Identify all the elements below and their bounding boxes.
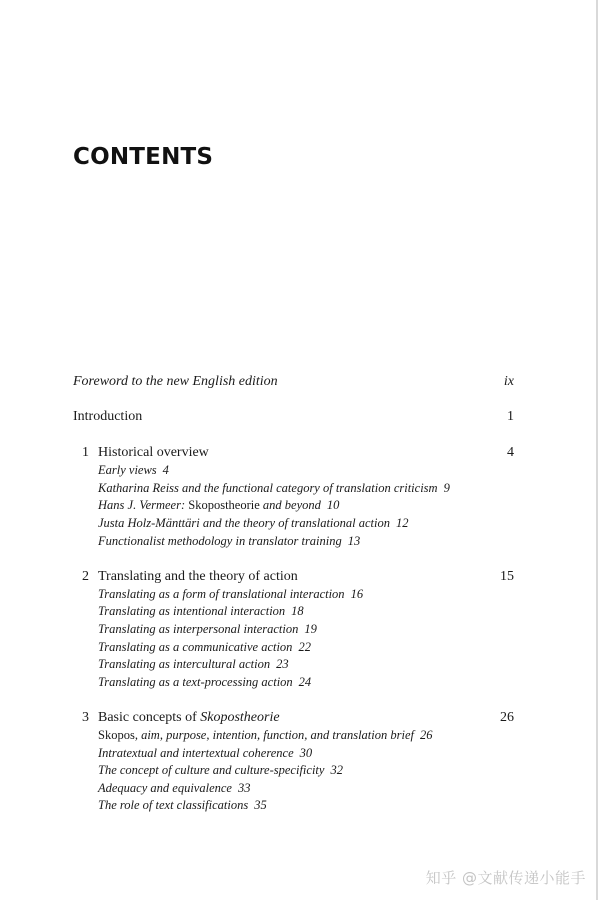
toc-section[interactable] — [98, 780, 250, 798]
section-title: Early views — [98, 463, 157, 477]
section-title: Translating as interpersonal interaction — [98, 622, 299, 636]
section-page: 18 — [291, 604, 304, 618]
section-title: Translating as a text-processing action — [98, 675, 293, 689]
chapter-page: 15 — [500, 569, 514, 584]
toc-section[interactable] — [98, 639, 311, 657]
section-page: 9 — [443, 481, 450, 495]
toc-section[interactable] — [98, 497, 339, 515]
toc-section[interactable] — [98, 603, 304, 621]
section-title: Intratextual and intertextual coherence — [98, 746, 294, 760]
section-page: 10 — [326, 498, 340, 512]
section-page: 19 — [304, 622, 317, 636]
chapter-page: 4 — [507, 445, 514, 460]
toc-entry-label: Foreword to the new English edition — [73, 374, 278, 389]
chapter-title — [98, 709, 280, 727]
toc-section[interactable] — [98, 656, 289, 674]
section-page: 23 — [276, 657, 289, 671]
toc-section[interactable] — [98, 745, 312, 763]
section-page: 35 — [254, 798, 267, 812]
watermark: 知乎 @文献传递小能手 — [425, 869, 586, 887]
chapter-title: Translating and the theory of action — [98, 569, 298, 584]
section-title-roman: Skopostheorie — [188, 498, 260, 512]
chapter-number: 2 — [82, 569, 89, 584]
toc-section[interactable] — [98, 797, 267, 815]
section-title-post: and beyond — [259, 498, 321, 512]
section-title: The concept of culture and culture-specificity — [98, 763, 325, 777]
section-title-roman: Skopos — [98, 728, 135, 742]
chapter-title-italic: Skopostheorie — [200, 710, 280, 725]
chapter-number: 1 — [82, 445, 89, 460]
toc-entry-page: 1 — [507, 409, 514, 424]
section-page: 12 — [396, 516, 409, 530]
chapter-title-roman: Basic concepts of — [98, 710, 201, 725]
section-title: Translating as intercultural action — [98, 657, 271, 671]
toc-section[interactable] — [98, 480, 450, 498]
toc-chapter-3[interactable] — [73, 709, 514, 727]
chapter-page: 26 — [500, 710, 514, 725]
toc-chapter-1[interactable] — [73, 444, 514, 462]
toc-section[interactable] — [98, 515, 409, 533]
section-title-post: , aim, purpose, intention, function, and translation brief — [134, 728, 414, 742]
section-page: 22 — [298, 640, 311, 654]
section-page: 32 — [330, 763, 343, 777]
page-title: CONTENTS — [73, 144, 214, 170]
section-page: 26 — [420, 728, 433, 742]
section-page: 33 — [237, 781, 251, 795]
section-title-pre: Hans J. Vermeer: — [98, 498, 189, 512]
section-page: 30 — [299, 746, 313, 760]
section-title: Translating as a form of translational interaction — [98, 587, 345, 601]
toc-section[interactable] — [98, 533, 360, 551]
section-page: 4 — [162, 463, 169, 477]
toc-section[interactable] — [98, 462, 169, 480]
toc-entry-label: Introduction — [73, 409, 143, 424]
section-title: Translating as intentional interaction — [98, 604, 286, 618]
toc-entry-introduction[interactable] — [73, 408, 514, 426]
toc-section[interactable] — [98, 621, 317, 639]
toc-entry-foreword[interactable] — [73, 373, 514, 391]
section-title: The role of text classifications — [98, 798, 249, 812]
section-page: 24 — [298, 675, 312, 689]
toc-entry-page: ix — [503, 374, 514, 389]
section-page: 16 — [350, 587, 364, 601]
section-title: Adequacy and equivalence — [98, 781, 232, 795]
section-title: Translating as a communicative action — [98, 640, 293, 654]
chapter-number: 3 — [82, 710, 89, 725]
section-title: Functionalist methodology in translator training — [98, 534, 342, 548]
section-title: Justa Holz-Mänttäri and the theory of translational action — [98, 516, 390, 530]
toc-section[interactable] — [98, 762, 343, 780]
page-edge-shadow — [596, 0, 598, 900]
chapter-title: Historical overview — [98, 445, 209, 460]
section-page: 13 — [347, 534, 361, 548]
section-title: Katharina Reiss and the functional category of translation criticism — [98, 481, 438, 495]
toc-section[interactable] — [98, 586, 363, 604]
toc-chapter-2[interactable] — [73, 568, 514, 586]
toc-section[interactable] — [98, 674, 311, 692]
toc-section[interactable] — [98, 727, 433, 745]
